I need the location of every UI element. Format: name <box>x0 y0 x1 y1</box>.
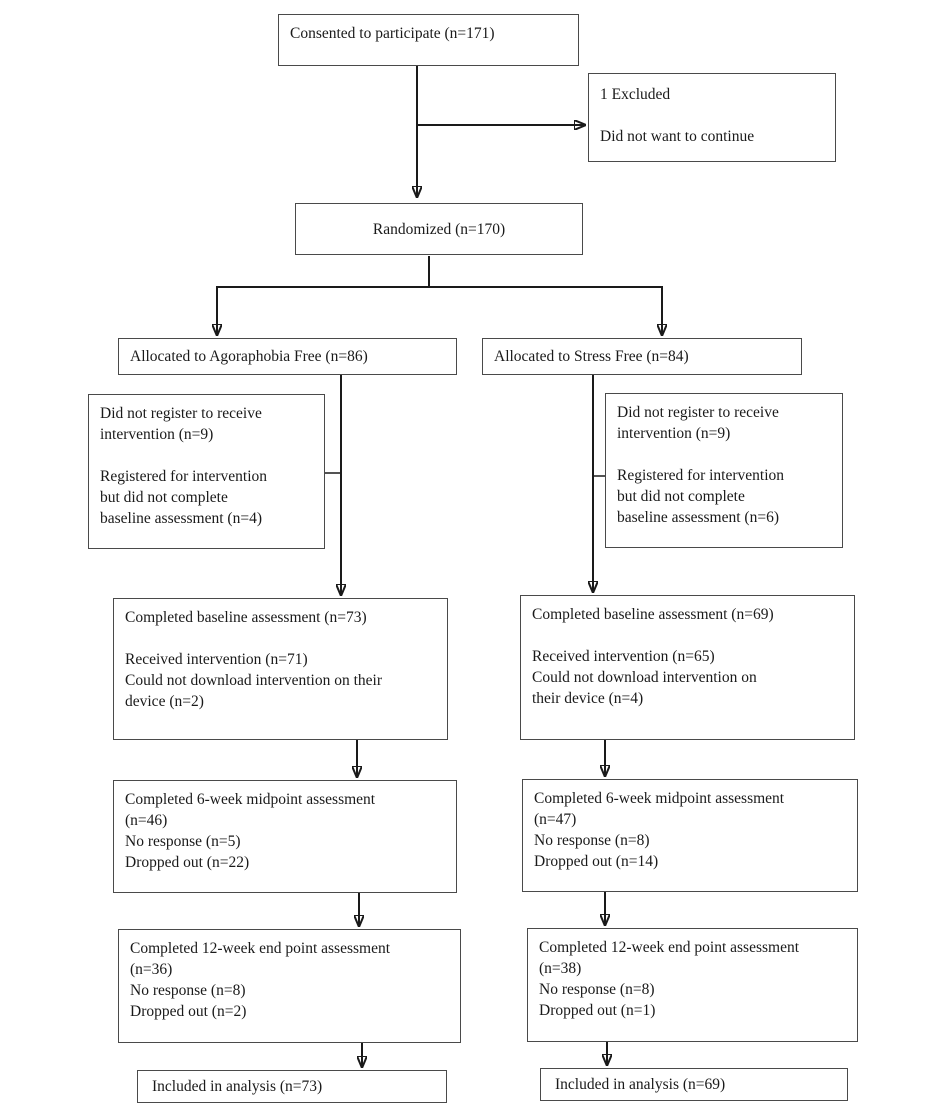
text-line: Dropped out (n=22) <box>125 854 250 871</box>
box-excluded <box>588 73 836 162</box>
text-line: (n=46) <box>125 812 168 829</box>
text-line <box>532 625 843 646</box>
text-line <box>100 445 313 466</box>
text-line: Received intervention (n=65) <box>532 648 715 665</box>
text-line: Included in analysis (n=73) <box>152 1078 323 1095</box>
text-line: Completed 6-week midpoint assessment <box>534 790 785 807</box>
box-allocated-stress-free <box>482 338 802 375</box>
box-consented <box>278 14 579 66</box>
text-line: but did not complete <box>100 489 228 506</box>
text-line: No response (n=8) <box>130 982 246 999</box>
text-line: 1 Excluded <box>600 86 671 103</box>
box-left-not-registered <box>88 394 325 549</box>
text-line: Allocated to Stress Free (n=84) <box>494 348 689 365</box>
text-line: intervention (n=9) <box>617 425 731 442</box>
text-line: baseline assessment (n=4) <box>100 510 262 527</box>
text-line: (n=36) <box>130 961 173 978</box>
text-line: No response (n=5) <box>125 833 241 850</box>
text-line: but did not complete <box>617 488 745 505</box>
text-line: Did not register to receive <box>617 404 779 421</box>
text-line: Completed 12-week end point assessment <box>130 940 391 957</box>
box-left-baseline <box>113 598 448 740</box>
box-right-not-registered <box>605 393 843 548</box>
text-line: Consented to participate (n=171) <box>290 25 495 42</box>
text-line: Completed 12-week end point assessment <box>539 939 800 956</box>
box-right-baseline <box>520 595 855 740</box>
text-line: Did not register to receive <box>100 405 262 422</box>
box-right-midpoint <box>522 779 858 892</box>
box-left-endpoint <box>118 929 461 1043</box>
text-line: No response (n=8) <box>539 981 655 998</box>
text-line: baseline assessment (n=6) <box>617 509 779 526</box>
text-line: Dropped out (n=1) <box>539 1002 656 1019</box>
text-line: Registered for intervention <box>617 467 785 484</box>
text-line: Allocated to Agoraphobia Free (n=86) <box>130 348 368 365</box>
text-line <box>617 444 831 465</box>
text-line: Dropped out (n=2) <box>130 1003 247 1020</box>
text-line: Completed 6-week midpoint assessment <box>125 791 376 808</box>
text-line: intervention (n=9) <box>100 426 214 443</box>
text-line <box>125 628 436 649</box>
text-line: Registered for intervention <box>100 468 268 485</box>
text-line: their device (n=4) <box>532 690 644 707</box>
text-line: Randomized (n=170) <box>372 220 506 238</box>
box-right-endpoint <box>527 928 858 1042</box>
box-left-midpoint <box>113 780 457 893</box>
text-line: Dropped out (n=14) <box>534 853 659 870</box>
text-line: Could not download intervention on <box>532 669 757 686</box>
text-line <box>600 105 824 126</box>
text-line: Included in analysis (n=69) <box>555 1076 726 1093</box>
text-line: No response (n=8) <box>534 832 650 849</box>
box-right-analysis <box>540 1068 848 1101</box>
box-left-analysis <box>137 1070 447 1103</box>
text-line: Completed baseline assessment (n=73) <box>125 609 367 626</box>
text-line: device (n=2) <box>125 693 204 710</box>
text-line: (n=47) <box>534 811 577 828</box>
text-line: Did not want to continue <box>600 128 755 145</box>
box-randomized <box>295 203 583 255</box>
box-allocated-agoraphobia-free <box>118 338 457 375</box>
text-line: Received intervention (n=71) <box>125 651 308 668</box>
text-line: (n=38) <box>539 960 582 977</box>
text-line: Could not download intervention on their <box>125 672 383 689</box>
text-line: Completed baseline assessment (n=69) <box>532 606 774 623</box>
